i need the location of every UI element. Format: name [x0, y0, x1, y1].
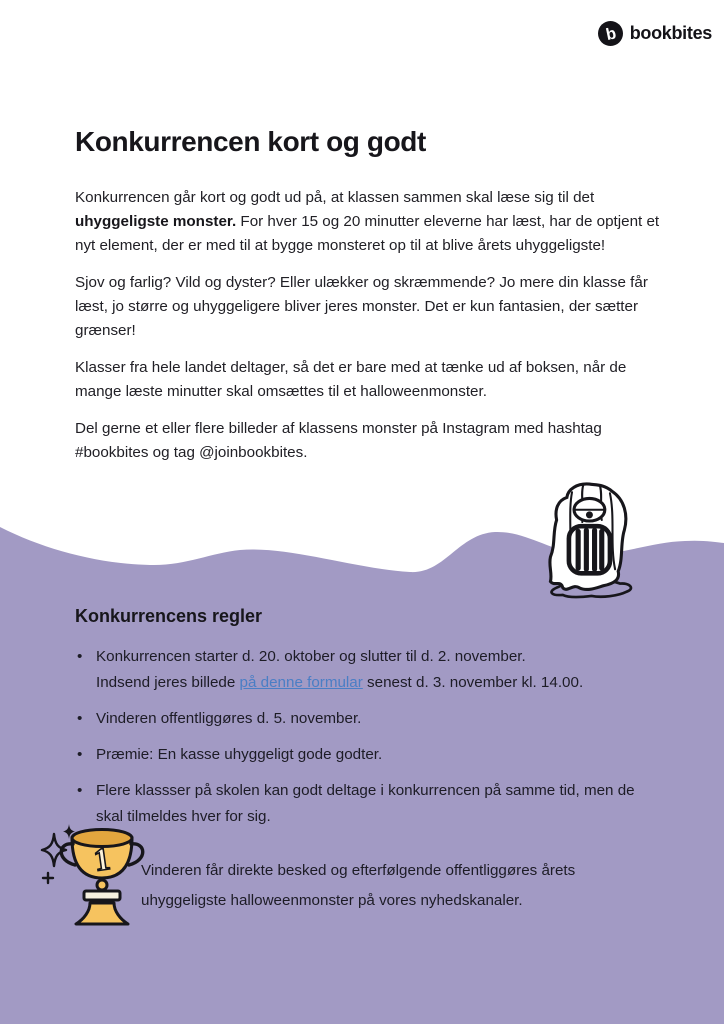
- rules-heading: Konkurrencens regler: [75, 606, 263, 626]
- sparkles-icon: [42, 824, 75, 883]
- bookbites-logo-icon: [598, 21, 623, 46]
- text-segment: [96, 674, 583, 691]
- rule-item-prize: • Præmie: En kasse uhyggeligt gode godter.: [75, 742, 675, 768]
- text-segment: Indsend jeres billede: [96, 674, 240, 691]
- form-link[interactable]: på denne formular: [239, 674, 363, 691]
- intro-paragraph-4: Del gerne et eller flere billeder af klassens monster på Instagram med hashtag #bookbites og tag @joinbookbites.: [75, 420, 602, 461]
- winner-trophy-doodle-icon: [30, 812, 145, 937]
- winner-note: Vinderen får direkte besked og efterfølgende offentliggøres årets uhyggeligste halloweenmonster på vores nyhedskanaler.: [141, 862, 576, 909]
- svg-text:1: 1: [91, 840, 113, 878]
- one-eyed-monster-doodle-icon: [538, 481, 646, 599]
- intro-paragraph-1: [75, 186, 669, 258]
- svg-text:b: b: [604, 24, 618, 44]
- text-segment: senest d. 3. november kl. 14.00.: [362, 674, 584, 691]
- intro-paragraph-3: Klasser fra hele landet deltager, så det er bare med at tænke ud af boksen, når de mange læste minutter skal omsættes til et halloweenmonster.: [75, 359, 627, 400]
- brand-name: bookbites: [629, 23, 712, 43]
- rule-item-winner-date: • Vinderen offentliggøres d. 5. november.: [75, 706, 675, 732]
- rule-item-dates: [75, 644, 675, 696]
- brand: [598, 21, 712, 46]
- text-segment: Konkurrencen går kort og godt ud på, at klassen sammen skal læse sig til det: [75, 189, 595, 206]
- intro-paragraph-2: Sjov og farlig? Vild og dyster? Eller ulækker og skræmmende? Jo mere din klasse får læst, jo større og uhyggeligere bliver jeres monster. Det er kun fantasien, der sætter grænser!: [75, 274, 648, 339]
- bold-phrase: uhyggeligste monster.: [75, 213, 237, 230]
- rule-item-multiple-classes: • Flere klassser på skolen kan godt deltage i konkurrencen på samme tid, men de skal tilmeldes hver for sig.: [75, 778, 646, 830]
- rules-list: [75, 644, 675, 840]
- text-segment: For hver 15 og 20 minutter eleverne har læst, har de optjent et nyt element, der er med til at bygge monsteret op til at blive årets uhyggeligste!: [75, 213, 660, 254]
- intro-text: [75, 186, 669, 478]
- page-title: Konkurrencen kort og godt: [75, 126, 426, 157]
- text-segment: • Konkurrencen starter d. 20. oktober og slutter til d. 2. november.: [96, 648, 526, 665]
